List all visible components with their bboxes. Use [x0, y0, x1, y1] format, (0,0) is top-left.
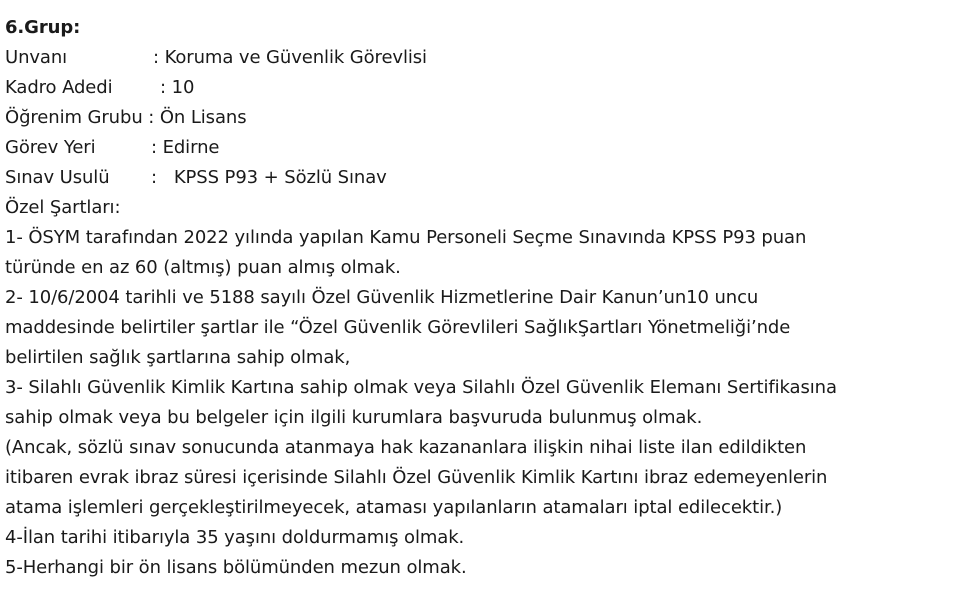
field-kadro: [5, 73, 953, 103]
field-unvan: [5, 43, 953, 73]
field-kadro-value: : 10: [160, 77, 195, 98]
field-kadro-label: Kadro Adedi: [5, 77, 113, 98]
field-sinav: [5, 163, 953, 193]
text-line: sahip olmak veya bu belgeler için ilgili kurumlara başvuruda bulunmuş olmak.: [5, 407, 703, 428]
text-line: türünde en az 60 (altmış) puan almış olmak.: [5, 257, 401, 278]
ozel-sartlar-label: Özel Şartları:: [5, 197, 121, 218]
field-gorev: [5, 133, 953, 163]
text-line: atama işlemleri gerçekleştirilmeyecek, ataması yapılanların atamaları iptal edilecektir.): [5, 497, 783, 518]
field-sinav-value: : KPSS P93 + Sözlü Sınav: [151, 167, 387, 188]
field-sinav-label: Sınav Usulü: [5, 167, 110, 188]
field-gorev-label: Görev Yeri: [5, 137, 96, 158]
text-line: 3- Silahlı Güvenlik Kimlik Kartına sahip olmak veya Silahlı Özel Güvenlik Elemanı Sertifikasına: [5, 377, 837, 398]
field-unvan-value: : Koruma ve Güvenlik Görevlisi: [153, 47, 427, 68]
field-gorev-value: : Edirne: [151, 137, 220, 158]
field-unvan-label: Unvanı: [5, 47, 68, 68]
text-line: 5-Herhangi bir ön lisans bölümünden mezun olmak.: [5, 557, 467, 578]
text-line: belirtilen sağlık şartlarına sahip olmak,: [5, 347, 351, 368]
field-ogrenim: [5, 103, 953, 133]
group-heading: 6.Grup:: [5, 17, 81, 38]
text-line: maddesinde belirtiler şartlar ile “Özel Güvenlik Görevlileri SağlıkŞartları Yönetmeliği’nde: [5, 317, 791, 338]
field-ogrenim-value: : Ön Lisans: [142, 107, 247, 128]
text-line: itibaren evrak ibraz süresi içerisinde Silahlı Özel Güvenlik Kimlik Kartını ibraz edemeyenlerin: [5, 467, 828, 488]
text-line: 1- ÖSYM tarafından 2022 yılında yapılan Kamu Personeli Seçme Sınavında KPSS P93 puan: [5, 227, 807, 248]
text-line: 4-İlan tarihi itibarıyla 35 yaşını doldurmamış olmak.: [5, 527, 465, 548]
text-line: (Ancak, sözlü sınav sonucunda atanmaya hak kazananlara ilişkin nihai liste ilan edildikten: [5, 437, 807, 458]
field-ogrenim-label: Öğrenim Grubu: [5, 107, 143, 128]
text-line: 2- 10/6/2004 tarihli ve 5188 sayılı Özel Güvenlik Hizmetlerine Dair Kanun’un10 uncu: [5, 287, 759, 308]
